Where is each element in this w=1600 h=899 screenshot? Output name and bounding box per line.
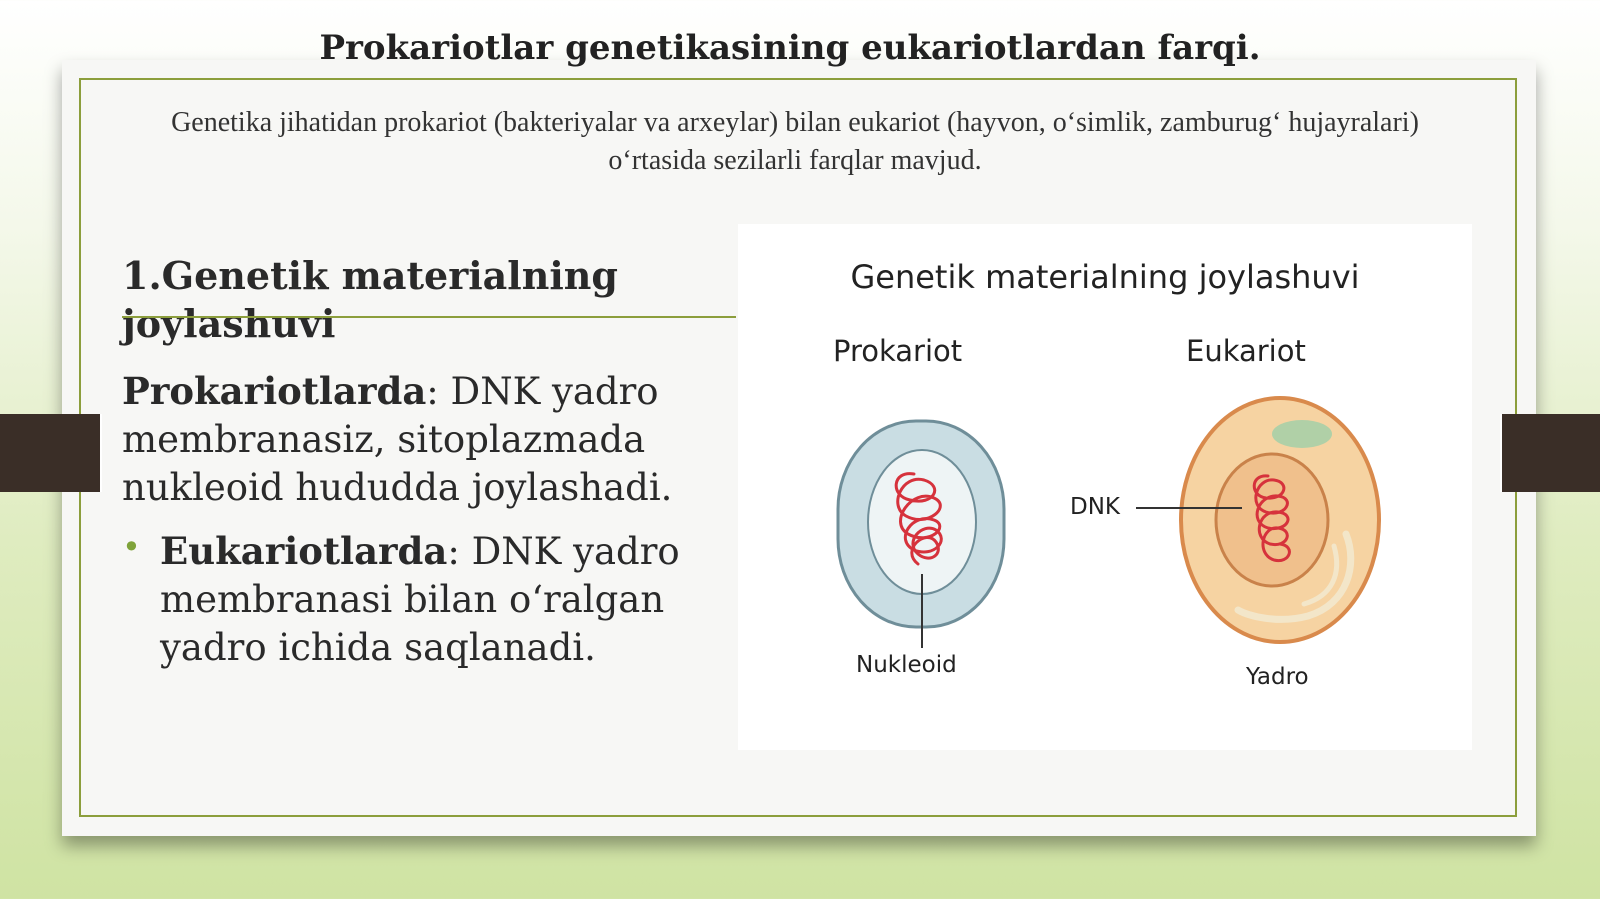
eukaryote-label: Eukariot xyxy=(1186,334,1306,368)
cell-diagram xyxy=(738,224,1472,750)
bullet-dot: • xyxy=(122,528,141,566)
eukaryote-term: Eukariotlarda xyxy=(160,529,448,573)
slide-title: Prokariotlar genetikasining eukariotlardan farqi. xyxy=(319,28,1261,68)
dnk-label: DNK xyxy=(1070,494,1120,520)
eukaryote-description: : DNK yadro membranasi bilan o‘ralgan yadro ichida saqlanadi. xyxy=(160,530,680,669)
yadro-label: Yadro xyxy=(1246,664,1309,690)
right-decorative-tab xyxy=(1500,414,1600,492)
prokaryote-term: Prokariotlarda xyxy=(122,369,427,413)
diagram-title: Genetik materialning joylashuvi xyxy=(850,258,1360,296)
left-decorative-tab xyxy=(0,414,102,492)
nukleoid-label: Nukleoid xyxy=(856,652,957,678)
prokaryote-label: Prokariot xyxy=(833,334,963,368)
cell-illustrations xyxy=(738,224,1472,750)
section-heading: 1.Genetik materialning joylashuvi xyxy=(122,253,618,346)
prokaryote-cell xyxy=(838,421,1004,648)
intro-text: Genetika jihatidan prokariot (bakteriyalar va arxeylar) bilan eukariot (hayvon, o‘simlik, zamburug‘ hujayralari) o‘rtasida sezilarli farqlar mavjud. xyxy=(171,107,1419,176)
heading-divider xyxy=(122,316,736,318)
eukaryote-cell xyxy=(1136,398,1379,642)
prokaryote-description: : DNK yadro membranasiz, sitoplazmada nukleoid hududda joylashadi. xyxy=(122,370,673,509)
prokaryote-paragraph xyxy=(122,367,722,512)
eukaryote-paragraph xyxy=(160,527,730,672)
